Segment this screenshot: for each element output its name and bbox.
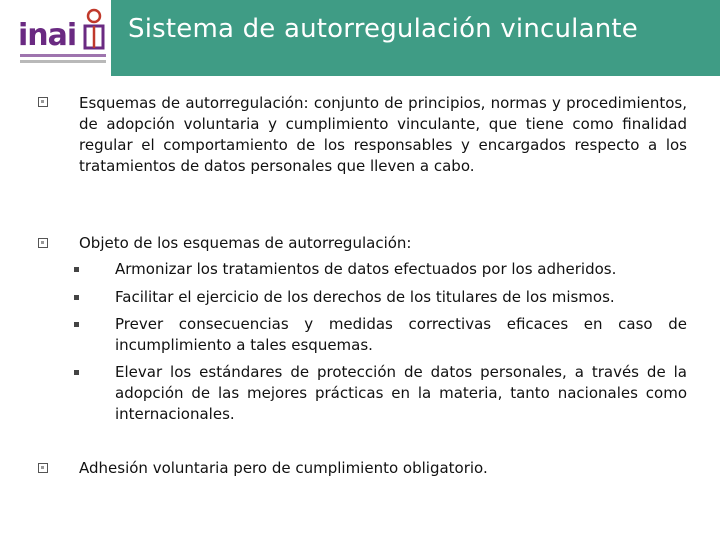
- paragraph-esquemas: Esquemas de autorregulación: conjunto de principios, normas y procedimientos, de adopción voluntaria y cumplimiento vinculante, que tiene como finalidad regular el comportamiento de los responsables y encargados respecto a los tratamientos de datos personales que lleven a cabo.: [79, 94, 687, 175]
- slide-header: [0, 0, 720, 76]
- sub-item-facilitar: Facilitar el ejercicio de los derechos de los titulares de los mismos.: [115, 288, 615, 306]
- sub-item-elevar: Elevar los estándares de protección de datos personales, a través de la adopción de las mejores prácticas en la materia, tanto nacionales como internacionales.: [115, 363, 687, 423]
- bullet-icon: [38, 463, 48, 473]
- inai-logo: [0, 0, 111, 76]
- sub-item-armonizar: Armonizar los tratamientos de datos efectuados por los adheridos.: [115, 260, 617, 278]
- slide-title: Sistema de autorregulación vinculante: [128, 14, 639, 44]
- bullet-icon: [38, 97, 48, 107]
- sub-bullet-icon: [74, 370, 79, 375]
- logo-emblem-icon: [82, 8, 106, 52]
- paragraph-objeto: Objeto de los esquemas de autorregulación:: [79, 234, 412, 252]
- paragraph-adhesion: Adhesión voluntaria pero de cumplimiento obligatorio.: [79, 459, 488, 477]
- sub-bullet-icon: [74, 322, 79, 327]
- logo-caption-line-2: [20, 60, 106, 63]
- logo-wordmark: inai: [18, 18, 77, 53]
- sub-item-prever: Prever consecuencias y medidas correctivas eficaces en caso de incumplimiento a tales esquemas.: [115, 315, 687, 354]
- bullet-icon: [38, 238, 48, 248]
- logo-caption-line-1: [20, 54, 106, 57]
- sub-bullet-icon: [74, 295, 79, 300]
- sub-bullet-icon: [74, 267, 79, 272]
